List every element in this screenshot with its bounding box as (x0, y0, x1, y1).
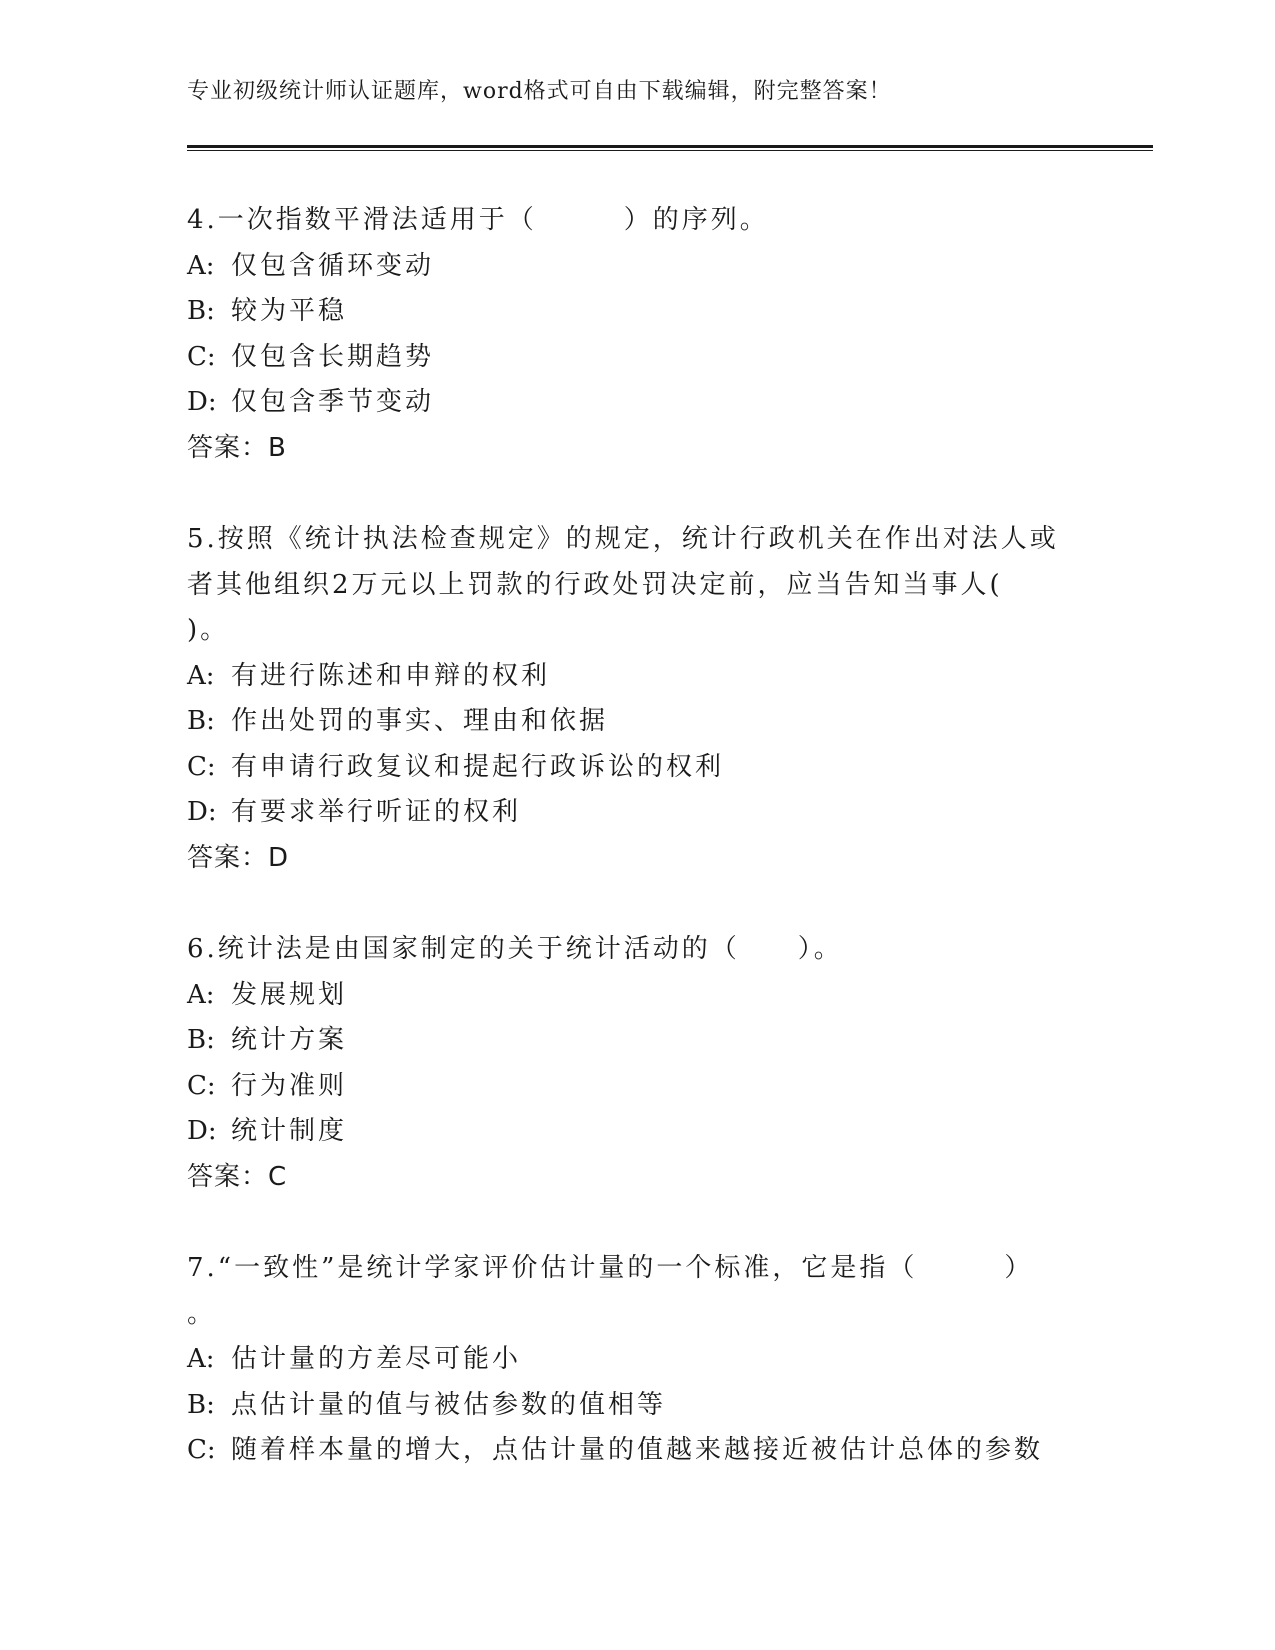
question-6 (187, 927, 1087, 1200)
option-letter: B: (187, 1025, 215, 1055)
option-letter: C: (187, 1435, 216, 1465)
option-text: 仅包含循环变动 (231, 250, 435, 281)
page-header: 专业初级统计师认证题库，word格式可自由下载编辑，附完整答案！ (187, 79, 892, 104)
option-b (187, 1383, 1087, 1429)
answer-line: 答案：C (187, 1161, 288, 1192)
option-text: 发展规划 (231, 979, 348, 1010)
option-c (187, 1064, 1087, 1110)
question-4 (187, 198, 1087, 471)
option-text: 仅包含季节变动 (231, 387, 435, 417)
option-letter: B: (187, 1389, 215, 1420)
question-7 (187, 1246, 1087, 1474)
option-c (187, 335, 1087, 381)
question-stem: 4.一次指数平滑法适用于（ ）的序列。 (187, 205, 769, 235)
option-text: 有进行陈述和申辩的权利 (231, 660, 551, 691)
option-d (187, 790, 1087, 836)
option-letter: B: (187, 706, 215, 736)
option-text: 点估计量的值与被估参数的值相等 (231, 1389, 667, 1420)
question-stem-line-3: )。 (187, 615, 230, 645)
option-letter: B: (187, 296, 215, 326)
question-list (187, 198, 1087, 1520)
option-text: 行为准则 (231, 1070, 348, 1101)
option-a (187, 244, 1087, 290)
option-b (187, 289, 1087, 335)
option-text: 统计方案 (231, 1025, 348, 1055)
option-text: 统计制度 (231, 1116, 348, 1146)
option-text: 随着样本量的增大，点估计量的值越来越接近被估计总体的参数 (231, 1435, 1044, 1465)
option-letter: A: (187, 979, 215, 1010)
question-5 (187, 517, 1087, 881)
option-letter: A: (187, 660, 215, 691)
option-a (187, 1337, 1087, 1383)
option-letter: A: (187, 1344, 215, 1374)
option-b (187, 1018, 1087, 1064)
question-stem-line-1: 7.“一致性”是统计学家评价估计量的一个标准，它是指（ ） (187, 1253, 1034, 1283)
option-text: 仅包含长期趋势 (231, 341, 435, 372)
option-b (187, 699, 1087, 745)
question-stem-line-1: 5.按照《统计执法检查规定》的规定，统计行政机关在作出对法人或 (187, 524, 1059, 554)
option-text: 估计量的方差尽可能小 (231, 1344, 522, 1374)
option-letter: C: (187, 1070, 216, 1101)
option-text: 作出处罚的事实、理由和依据 (231, 706, 609, 736)
question-stem-line-2: 者其他组织2万元以上罚款的行政处罚决定前，应当告知当事人( (187, 569, 1003, 600)
option-letter: A: (187, 250, 215, 281)
option-d (187, 1109, 1087, 1155)
option-a (187, 973, 1087, 1019)
option-letter: C: (187, 341, 216, 372)
option-text: 较为平稳 (231, 296, 348, 326)
option-a (187, 654, 1087, 700)
option-letter: D: (187, 797, 217, 827)
answer-line: 答案：D (187, 842, 290, 873)
option-d (187, 380, 1087, 426)
header-rule-thin (187, 150, 1153, 151)
header-rule-thick (187, 145, 1153, 148)
option-letter: D: (187, 387, 217, 417)
option-c (187, 745, 1087, 791)
question-stem: 6.统计法是由国家制定的关于统计活动的（ ）。 (187, 934, 843, 964)
option-c (187, 1428, 1087, 1474)
option-letter: D: (187, 1116, 217, 1146)
question-stem-line-2: 。 (187, 1298, 217, 1329)
answer-line: 答案：B (187, 432, 287, 463)
option-letter: C: (187, 751, 216, 782)
option-text: 有申请行政复议和提起行政诉讼的权利 (231, 751, 725, 782)
option-text: 有要求举行听证的权利 (231, 797, 522, 827)
